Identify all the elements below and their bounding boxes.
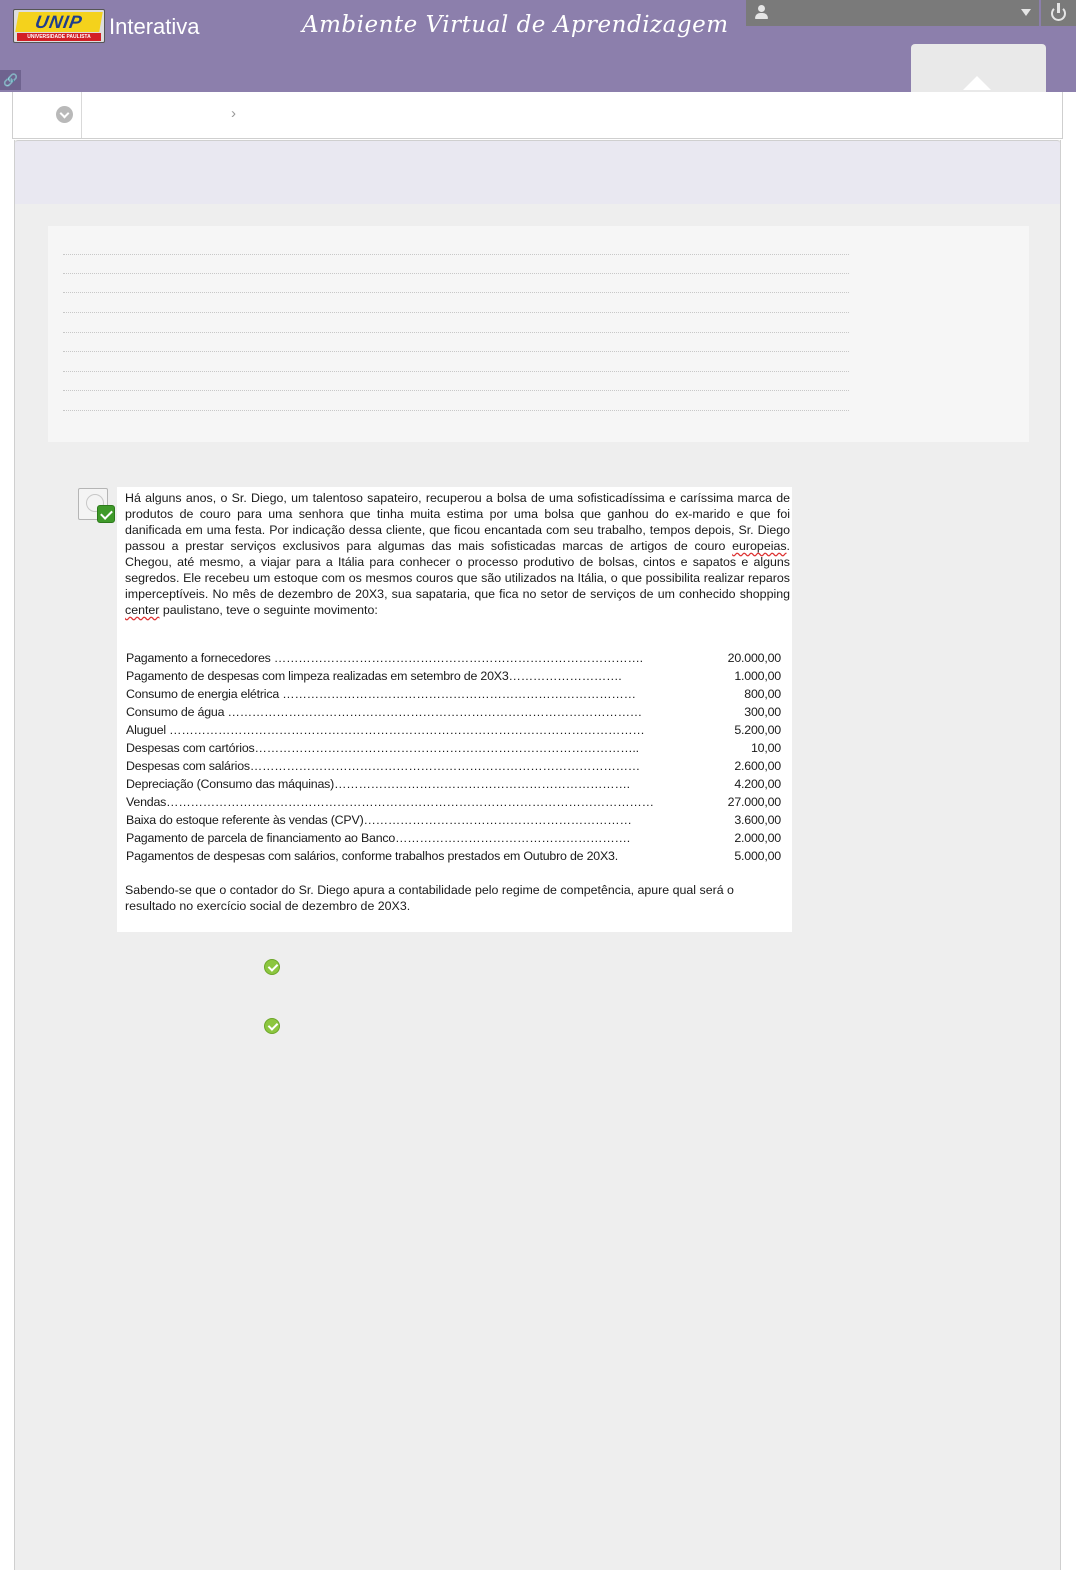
question-text-part: center — [125, 603, 160, 617]
table-row — [126, 649, 781, 667]
table-row — [126, 667, 781, 685]
row-value: 4.200,00 — [734, 777, 781, 791]
table-row — [126, 847, 781, 865]
caret-down-icon — [1021, 9, 1031, 16]
row-label: Aluguel ……………………………………………………………………………………………………… — [126, 723, 645, 737]
attempt-info-box — [48, 226, 1029, 442]
movement-table — [126, 649, 781, 865]
info-row-divider — [63, 273, 849, 274]
site-title: Ambiente Virtual de Aprendizagem — [302, 12, 729, 38]
question-text-part: paulistano, teve o seguinte movimento: — [159, 603, 378, 617]
info-row-divider — [63, 332, 849, 333]
table-row — [126, 793, 781, 811]
question-card — [117, 487, 792, 932]
row-value: 2.000,00 — [734, 831, 781, 845]
question-text-part: . Chegou, até mesmo, a viajar para a Itália para conhecer o processo produtivo de bolsas, cintos e sapatos e alguns segredos. Ele recebeu um estoque com os mesmos couros que são utilizados na Itália, o que possibilita realizar reparos imperceptíveis. No mês de dezembro de 20X3, sua sapataria, que fica no setor de serviços de um conhecido shopping — [125, 539, 790, 601]
global-nav-tab[interactable] — [911, 44, 1046, 92]
chevron-down-icon — [56, 106, 73, 123]
course-menu-toggle[interactable] — [13, 92, 82, 138]
row-value: 5.000,00 — [734, 849, 781, 863]
row-label: Despesas com cartórios………………………………………………………………………………….. — [126, 741, 639, 755]
brand-name: Interativa — [109, 14, 200, 39]
info-row-divider — [63, 371, 849, 372]
table-row — [126, 811, 781, 829]
breadcrumb-separator-icon: › — [231, 105, 236, 122]
row-label: Pagamento a fornecedores ………………………………………………………………………………. — [126, 651, 643, 665]
table-row — [126, 739, 781, 757]
row-label: Consumo de água ………………………………………………………………………………………… — [126, 705, 642, 719]
row-value: 1.000,00 — [734, 669, 781, 683]
user-menu-dropdown[interactable] — [746, 0, 1039, 26]
tab-pointer — [963, 76, 991, 90]
question-text-part: europeias — [732, 539, 787, 553]
top-header — [0, 0, 1076, 92]
logo-subtext: UNIVERSIDADE PAULISTA — [17, 33, 101, 41]
info-row-divider — [63, 410, 849, 411]
row-value: 3.600,00 — [734, 813, 781, 827]
row-value: 10,00 — [750, 741, 781, 755]
row-label: Pagamento de despesas com limpeza realizadas em setembro de 20X3………………………. — [126, 669, 622, 683]
user-icon — [754, 4, 768, 20]
breadcrumb — [12, 92, 1063, 139]
row-value: 20.000,00 — [727, 651, 781, 665]
question-prompt: Sabendo-se que o contador do Sr. Diego apura a contabilidade pelo regime de competência, apure qual será o resultado no exercício social de dezembro de 20X3. — [125, 883, 734, 913]
row-value: 2.600,00 — [734, 759, 781, 773]
row-value: 300,00 — [744, 705, 781, 719]
row-label: Depreciação (Consumo das máquinas)………………………………………………………………. — [126, 777, 630, 791]
table-row — [126, 685, 781, 703]
info-row-divider — [63, 292, 849, 293]
info-row-divider — [63, 312, 849, 313]
logout-button[interactable] — [1041, 0, 1076, 26]
content-area — [14, 140, 1061, 1570]
check-circle-icon — [264, 1018, 280, 1034]
table-row — [126, 829, 781, 847]
row-value: 800,00 — [744, 687, 781, 701]
question-text — [125, 490, 790, 618]
table-row — [126, 703, 781, 721]
page-title-band — [15, 140, 1060, 204]
table-row — [126, 721, 781, 739]
question-text-part: Há alguns anos, o Sr. Diego, um talentoso sapateiro, recuperou a bolsa de uma sofisticadíssima e caríssima marca de produtos de couro para uma senhora que tinha muita estima por uma bolsa que ganhou do ex-marido e que foi danificada em uma festa. Por indicação dessa cliente, que ficou encantada com seu trabalho, tempos depois, Sr. Diego passou a prestar serviços exclusivos para algumas das mais sofisticadas marcas de artigos de couro — [125, 491, 790, 553]
info-row-divider — [63, 254, 849, 255]
row-label: Vendas………………………………………………………………………………………………………… — [126, 795, 654, 809]
graded-correct-icon — [78, 488, 114, 524]
logo-text: UNIP — [15, 12, 103, 32]
link-icon[interactable]: 🔗 — [0, 70, 21, 90]
row-label: Baixa do estoque referente às vendas (CPV)………………………………………………………… — [126, 813, 632, 827]
row-label: Pagamentos de despesas com salários, conforme trabalhos prestados em Outubro de 20X3. — [126, 849, 618, 863]
table-row — [126, 757, 781, 775]
row-label: Despesas com salários…………………………………………………………………………………… — [126, 759, 640, 773]
row-value: 5.200,00 — [734, 723, 781, 737]
row-label: Pagamento de parcela de financiamento ao Banco…………………………………………………. — [126, 831, 630, 845]
table-row — [126, 775, 781, 793]
row-label: Consumo de energia elétrica …………………………………………………………………………… — [126, 687, 636, 701]
info-row-divider — [63, 390, 849, 391]
unip-logo[interactable] — [13, 9, 105, 43]
row-value: 27.000,00 — [727, 795, 781, 809]
info-row-divider — [63, 351, 849, 352]
check-circle-icon — [264, 959, 280, 975]
